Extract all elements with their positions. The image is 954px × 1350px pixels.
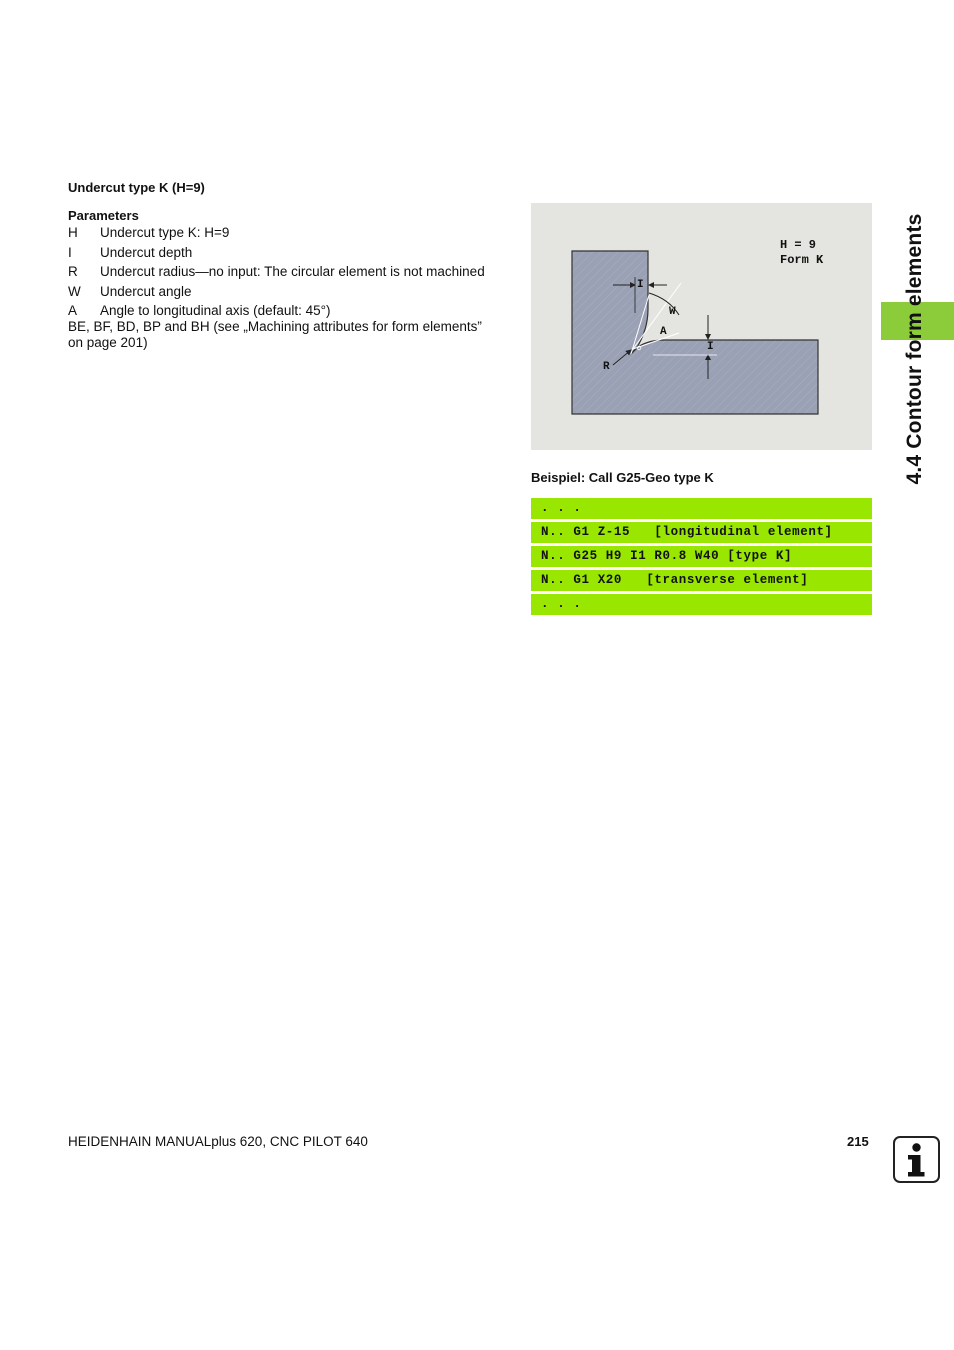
page-number: 215 [847, 1134, 869, 1149]
parameter-description: Undercut radius—no input: The circular element is not machined [100, 264, 485, 279]
code-line: . . . [531, 594, 872, 615]
info-icon [893, 1136, 940, 1183]
parameter-description: Undercut type K: H=9 [100, 225, 230, 240]
parameter-item [68, 223, 518, 243]
label-r: R [603, 361, 610, 373]
parameter-key: A [68, 303, 78, 318]
chapter-label: 4.4 Contour form elements [903, 213, 926, 485]
label-i-top: I [637, 279, 644, 291]
parameter-key: W [68, 283, 81, 299]
code-line: N.. G1 X20 [transverse element] [531, 570, 872, 591]
parameter-item [68, 301, 518, 321]
caption-line-2: Form K [780, 253, 824, 267]
parameter-item [68, 262, 518, 282]
undercut-diagram [531, 203, 872, 450]
code-example [531, 498, 872, 618]
parameter-key: H [68, 225, 78, 240]
parameter-description: Undercut depth [100, 244, 193, 260]
section-title: Undercut type K (H=9) [68, 180, 205, 195]
label-i-right: I [707, 341, 714, 353]
code-line: N.. G25 H9 I1 R0.8 W40 [type K] [531, 546, 872, 567]
parameter-list [68, 223, 518, 321]
footer-product: HEIDENHAIN MANUALplus 620, CNC PILOT 640 [68, 1134, 368, 1149]
parameter-item [68, 243, 518, 263]
parameter-key: R [68, 264, 78, 279]
code-line: N.. G1 Z-15 [longitudinal element] [531, 522, 872, 543]
parameter-description: Angle to longitudinal axis (default: 45°) [100, 303, 331, 318]
parameter-item [68, 282, 518, 302]
example-title: Beispiel: Call G25-Geo type K [531, 470, 714, 485]
parameters-heading: Parameters [68, 208, 139, 223]
code-line: . . . [531, 498, 872, 519]
caption-line-1: H = 9 [780, 238, 817, 252]
parameter-key: I [68, 244, 72, 260]
workpiece-profile [572, 251, 818, 414]
label-a: A [660, 326, 667, 338]
parameter-note: BE, BF, BD, BP and BH (see „Machining attributes for form elements” on page 201) [68, 319, 482, 350]
parameter-description: Undercut angle [100, 283, 192, 299]
figure-caption [780, 238, 823, 268]
label-w: W [669, 306, 676, 318]
